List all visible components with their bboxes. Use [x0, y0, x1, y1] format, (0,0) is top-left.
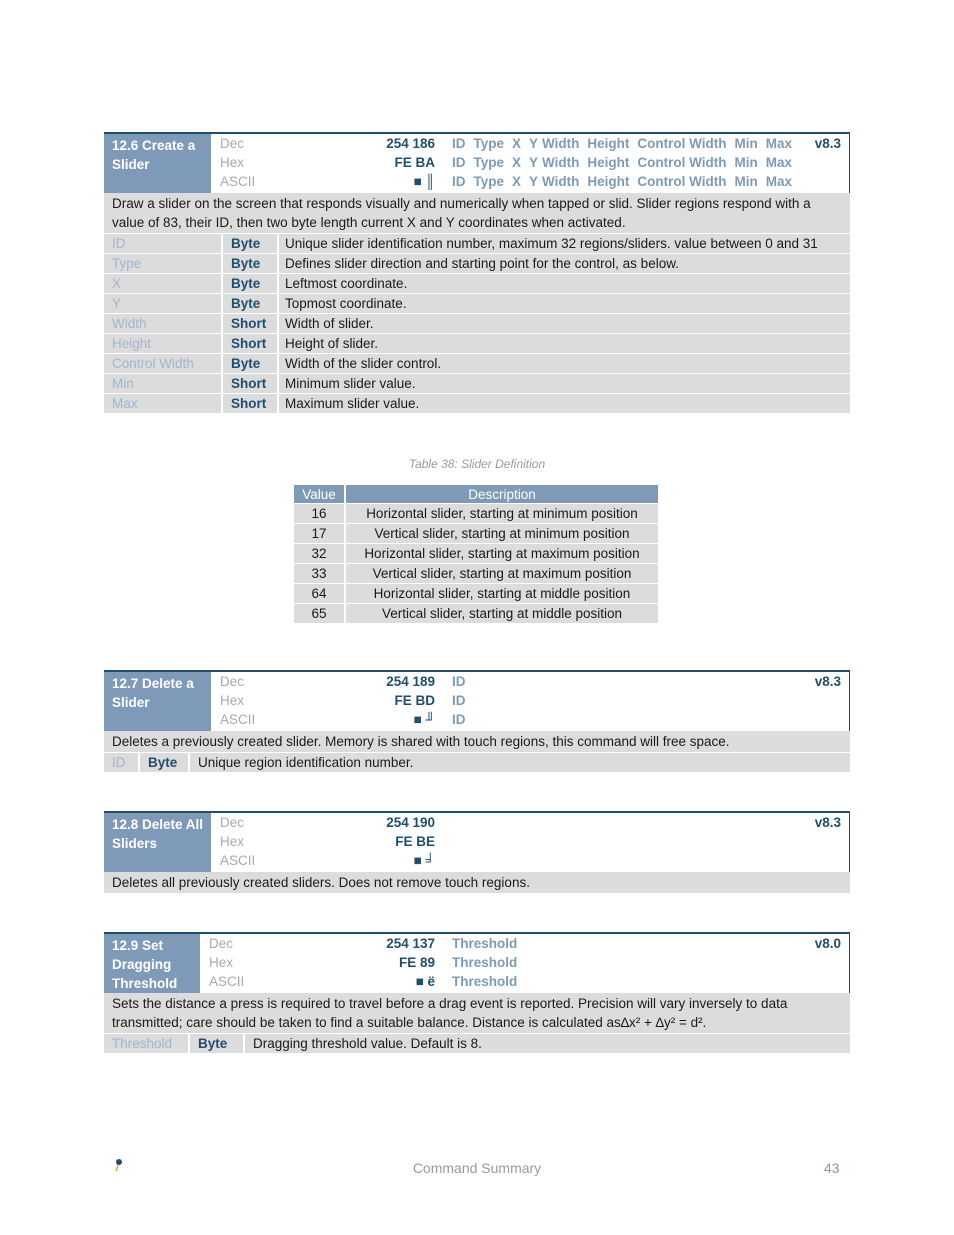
- format-code: ■ ╜: [413, 712, 435, 727]
- param-y: Y: [529, 174, 539, 189]
- cell-value: 64: [294, 584, 345, 604]
- param-row: [104, 294, 850, 314]
- param-name: Max: [104, 394, 223, 413]
- param-type: Short: [223, 394, 279, 413]
- format-code: 254 190: [386, 815, 435, 830]
- param-control-width: Control Width: [637, 174, 727, 189]
- command-create-slider: [104, 132, 850, 414]
- param-name: Threshold: [104, 1034, 190, 1053]
- command-format: [211, 813, 849, 872]
- command-header: [104, 932, 850, 993]
- param-description: Dragging threshold value. Default is 8.: [253, 1036, 482, 1051]
- format-code: 254 186: [386, 136, 435, 151]
- param-name: Control Width: [104, 354, 223, 373]
- param-description: Maximum slider value.: [285, 396, 420, 411]
- param-id: ID: [452, 155, 466, 170]
- param-row: [104, 1034, 850, 1054]
- param-type: Byte: [223, 274, 279, 293]
- command-header: [104, 670, 850, 731]
- format-params: [452, 153, 800, 172]
- command-title: 12.7 Delete a Slider: [104, 672, 211, 731]
- command-description: Deletes all previously created sliders. Does not remove touch regions.: [104, 872, 850, 894]
- format-label: ASCII: [220, 712, 256, 727]
- format-row-hex: [211, 691, 849, 710]
- param-name: Min: [104, 374, 223, 393]
- format-label: ASCII: [220, 853, 256, 868]
- table-row: [294, 544, 659, 564]
- param-row: [104, 374, 850, 394]
- command-delete-slider: [104, 670, 850, 773]
- cell-description: Vertical slider, starting at minimum position: [345, 524, 659, 544]
- format-row-ascii: [211, 710, 849, 729]
- param-row: [104, 334, 850, 354]
- param-width: Width: [542, 136, 580, 151]
- table-row: [294, 584, 659, 604]
- param-description: Unique region identification number.: [198, 755, 414, 770]
- command-header: [104, 132, 850, 193]
- cell-description: Horizontal slider, starting at middle position: [345, 584, 659, 604]
- column-header-description: Description: [345, 485, 659, 504]
- param-type: Short: [223, 374, 279, 393]
- page-number: 43: [824, 1160, 840, 1176]
- format-code: FE BA: [394, 155, 435, 170]
- param-name: Type: [104, 254, 223, 273]
- param-name: Height: [104, 334, 223, 353]
- format-row-ascii: [200, 972, 849, 991]
- command-title: 12.9 Set Dragging Threshold: [104, 934, 200, 993]
- param-max: Max: [765, 155, 793, 170]
- format-label: Dec: [209, 936, 234, 951]
- cell-value: 32: [294, 544, 345, 564]
- version-badge: v8.3: [814, 136, 841, 151]
- command-delete-all-sliders: [104, 811, 850, 894]
- command-header: [104, 811, 850, 872]
- param-height: Height: [587, 155, 630, 170]
- param-type: Byte: [223, 294, 279, 313]
- param-description: Leftmost coordinate.: [285, 276, 408, 291]
- param-x: X: [512, 136, 522, 151]
- format-params: Threshold: [452, 936, 518, 951]
- command-title: 12.6 Create a Slider: [104, 134, 211, 193]
- version-badge: v8.3: [814, 815, 841, 830]
- param-type: Byte: [190, 1034, 245, 1053]
- table-row: [294, 604, 659, 624]
- param-height: Height: [587, 136, 630, 151]
- param-row: [104, 234, 850, 254]
- format-params: Threshold: [452, 955, 518, 970]
- format-code: 254 189: [386, 674, 435, 689]
- command-format: [211, 672, 849, 731]
- param-name: X: [104, 274, 223, 293]
- format-label: ASCII: [220, 174, 256, 189]
- table-caption: Table 38: Slider Definition: [408, 457, 546, 471]
- param-width: Width: [542, 174, 580, 189]
- param-description: Minimum slider value.: [285, 376, 416, 391]
- column-header-value: Value: [294, 485, 345, 504]
- table-row: [294, 564, 659, 584]
- param-row: [104, 354, 850, 374]
- param-name: Y: [104, 294, 223, 313]
- format-code: ■ ╛: [413, 853, 435, 868]
- format-code: FE BD: [394, 693, 435, 708]
- param-type: Type: [473, 136, 505, 151]
- param-min: Min: [734, 174, 758, 189]
- format-row-ascii: [211, 851, 849, 870]
- param-row: [104, 274, 850, 294]
- format-label: Hex: [220, 834, 245, 849]
- param-id: ID: [452, 136, 466, 151]
- command-description: Deletes a previously created slider. Memory is shared with touch regions, this command will free space.: [104, 731, 850, 753]
- format-code: 254 137: [386, 936, 435, 951]
- cell-value: 33: [294, 564, 345, 584]
- footer-title: Command Summary: [412, 1160, 542, 1176]
- version-badge: v8.3: [814, 674, 841, 689]
- format-row-dec: [211, 813, 849, 832]
- format-label: Hex: [220, 155, 245, 170]
- format-row-dec: [211, 672, 849, 691]
- param-x: X: [512, 174, 522, 189]
- format-row-dec: [200, 934, 849, 953]
- format-code: FE BE: [395, 834, 435, 849]
- param-description: Topmost coordinate.: [285, 296, 407, 311]
- cell-description: Horizontal slider, starting at minimum position: [345, 504, 659, 524]
- param-type: Byte: [223, 354, 279, 373]
- param-type: Byte: [140, 753, 190, 772]
- param-type: Short: [223, 314, 279, 333]
- format-label: Dec: [220, 136, 245, 151]
- format-params: [452, 134, 800, 153]
- param-x: X: [512, 155, 522, 170]
- param-control-width: Control Width: [637, 155, 727, 170]
- param-type: Type: [473, 174, 505, 189]
- format-label: Dec: [220, 674, 245, 689]
- cell-value: 65: [294, 604, 345, 624]
- command-title: 12.8 Delete All Sliders: [104, 813, 211, 872]
- command-format: [211, 134, 849, 193]
- param-min: Min: [734, 155, 758, 170]
- param-max: Max: [765, 174, 793, 189]
- param-type: Byte: [223, 254, 279, 273]
- param-control-width: Control Width: [637, 136, 727, 151]
- param-description: Width of slider.: [285, 316, 374, 331]
- format-code: ■ ║: [413, 174, 435, 189]
- table-header-row: [294, 485, 659, 504]
- command-set-dragging-threshold: [104, 932, 850, 1054]
- param-y: Y: [529, 136, 539, 151]
- format-label: Hex: [209, 955, 234, 970]
- param-description: Height of slider.: [285, 336, 379, 351]
- param-description: Width of the slider control.: [285, 356, 442, 371]
- format-row-ascii: [211, 172, 849, 191]
- param-description: Defines slider direction and starting point for the control, as below.: [285, 256, 679, 271]
- format-row-hex: [211, 832, 849, 851]
- format-row-hex: [200, 953, 849, 972]
- format-code: ■ ë: [415, 974, 435, 989]
- command-description: Sets the distance a press is required to travel before a drag event is reported. Precision will vary inversely to data transmitted; care should be taken to find a suitable balance. Distance is calculated as∆x² + ∆y² = d².: [104, 993, 850, 1034]
- cell-value: 16: [294, 504, 345, 524]
- param-name: Width: [104, 314, 223, 333]
- param-row: [104, 314, 850, 334]
- param-name: ID: [104, 753, 140, 772]
- cell-description: Vertical slider, starting at middle position: [345, 604, 659, 624]
- table-row: [294, 524, 659, 544]
- slider-definition-table: [294, 485, 660, 623]
- format-row-hex: [211, 153, 849, 172]
- cell-description: Vertical slider, starting at maximum position: [345, 564, 659, 584]
- format-params: Threshold: [452, 974, 518, 989]
- format-label: Hex: [220, 693, 245, 708]
- format-params: ID: [452, 693, 466, 708]
- format-params: [452, 172, 800, 191]
- format-label: ASCII: [209, 974, 245, 989]
- param-width: Width: [542, 155, 580, 170]
- param-row: [104, 753, 850, 773]
- param-y: Y: [529, 155, 539, 170]
- param-description: Unique slider identification number, maximum 32 regions/sliders. value between 0 and 31: [285, 236, 818, 251]
- param-type: Byte: [223, 234, 279, 253]
- command-description: Draw a slider on the screen that responds visually and numerically when tapped or slid. Slider regions respond with a value of 83, their ID, then two byte length current X and Y coordinates when activated.: [104, 193, 850, 234]
- cell-description: Horizontal slider, starting at maximum position: [345, 544, 659, 564]
- command-format: [200, 934, 849, 993]
- version-badge: v8.0: [814, 936, 841, 951]
- table-row: [294, 504, 659, 524]
- param-type: Type: [473, 155, 505, 170]
- param-max: Max: [765, 136, 793, 151]
- param-row: [104, 254, 850, 274]
- format-code: FE 89: [398, 955, 435, 970]
- format-row-dec: [211, 134, 849, 153]
- param-height: Height: [587, 174, 630, 189]
- param-type: Short: [223, 334, 279, 353]
- param-row: [104, 394, 850, 414]
- format-params: ID: [452, 712, 466, 727]
- cell-value: 17: [294, 524, 345, 544]
- param-name: ID: [104, 234, 223, 253]
- param-min: Min: [734, 136, 758, 151]
- format-params: ID: [452, 674, 466, 689]
- format-label: Dec: [220, 815, 245, 830]
- param-id: ID: [452, 174, 466, 189]
